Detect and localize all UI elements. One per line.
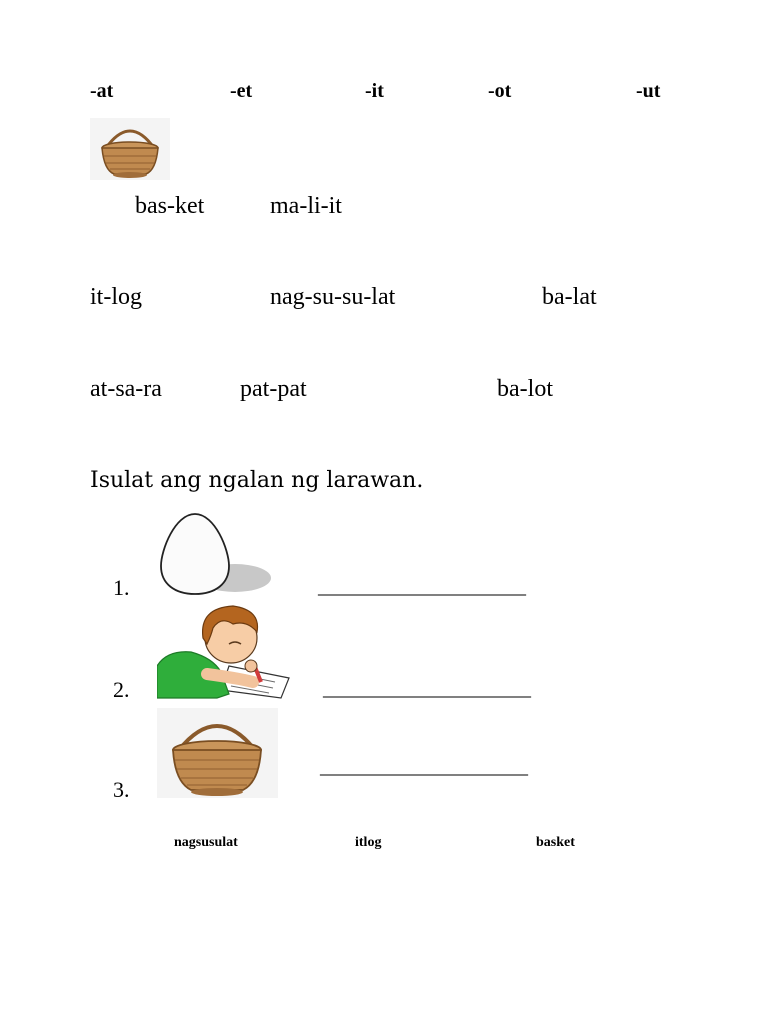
word-choice: nagsusulat — [174, 835, 238, 850]
instruction-heading: Isulat ang ngalan ng larawan. — [90, 468, 424, 493]
child-writing-icon — [157, 604, 293, 700]
word-choice: basket — [536, 835, 575, 850]
item-number: 1. — [113, 575, 130, 600]
ending-at: -at — [90, 80, 114, 102]
ending-ut: -ut — [636, 80, 661, 102]
syllable-word: bas-ket — [135, 193, 205, 219]
basket-icon — [157, 708, 278, 798]
ending-it: -it — [365, 80, 384, 102]
syllable-word: ba-lot — [497, 376, 553, 402]
syllable-word: nag-su-su-lat — [270, 284, 396, 310]
syllable-word: ma-li-it — [270, 193, 342, 219]
answer-line-3[interactable]: _______________________ — [320, 756, 527, 778]
word-choice: itlog — [355, 835, 382, 850]
syllable-word: at-sa-ra — [90, 376, 162, 402]
answer-line-2[interactable]: _______________________ — [323, 678, 530, 700]
syllable-word: pat-pat — [240, 376, 307, 402]
item-number: 2. — [113, 677, 130, 702]
basket-icon — [90, 118, 170, 180]
ending-ot: -ot — [488, 80, 512, 102]
syllable-word: it-log — [90, 284, 142, 310]
answer-line-1[interactable]: _______________________ — [318, 576, 525, 598]
egg-icon — [157, 510, 272, 596]
ending-et: -et — [230, 80, 253, 102]
syllable-word: ba-lat — [542, 284, 597, 310]
item-number: 3. — [113, 777, 130, 802]
